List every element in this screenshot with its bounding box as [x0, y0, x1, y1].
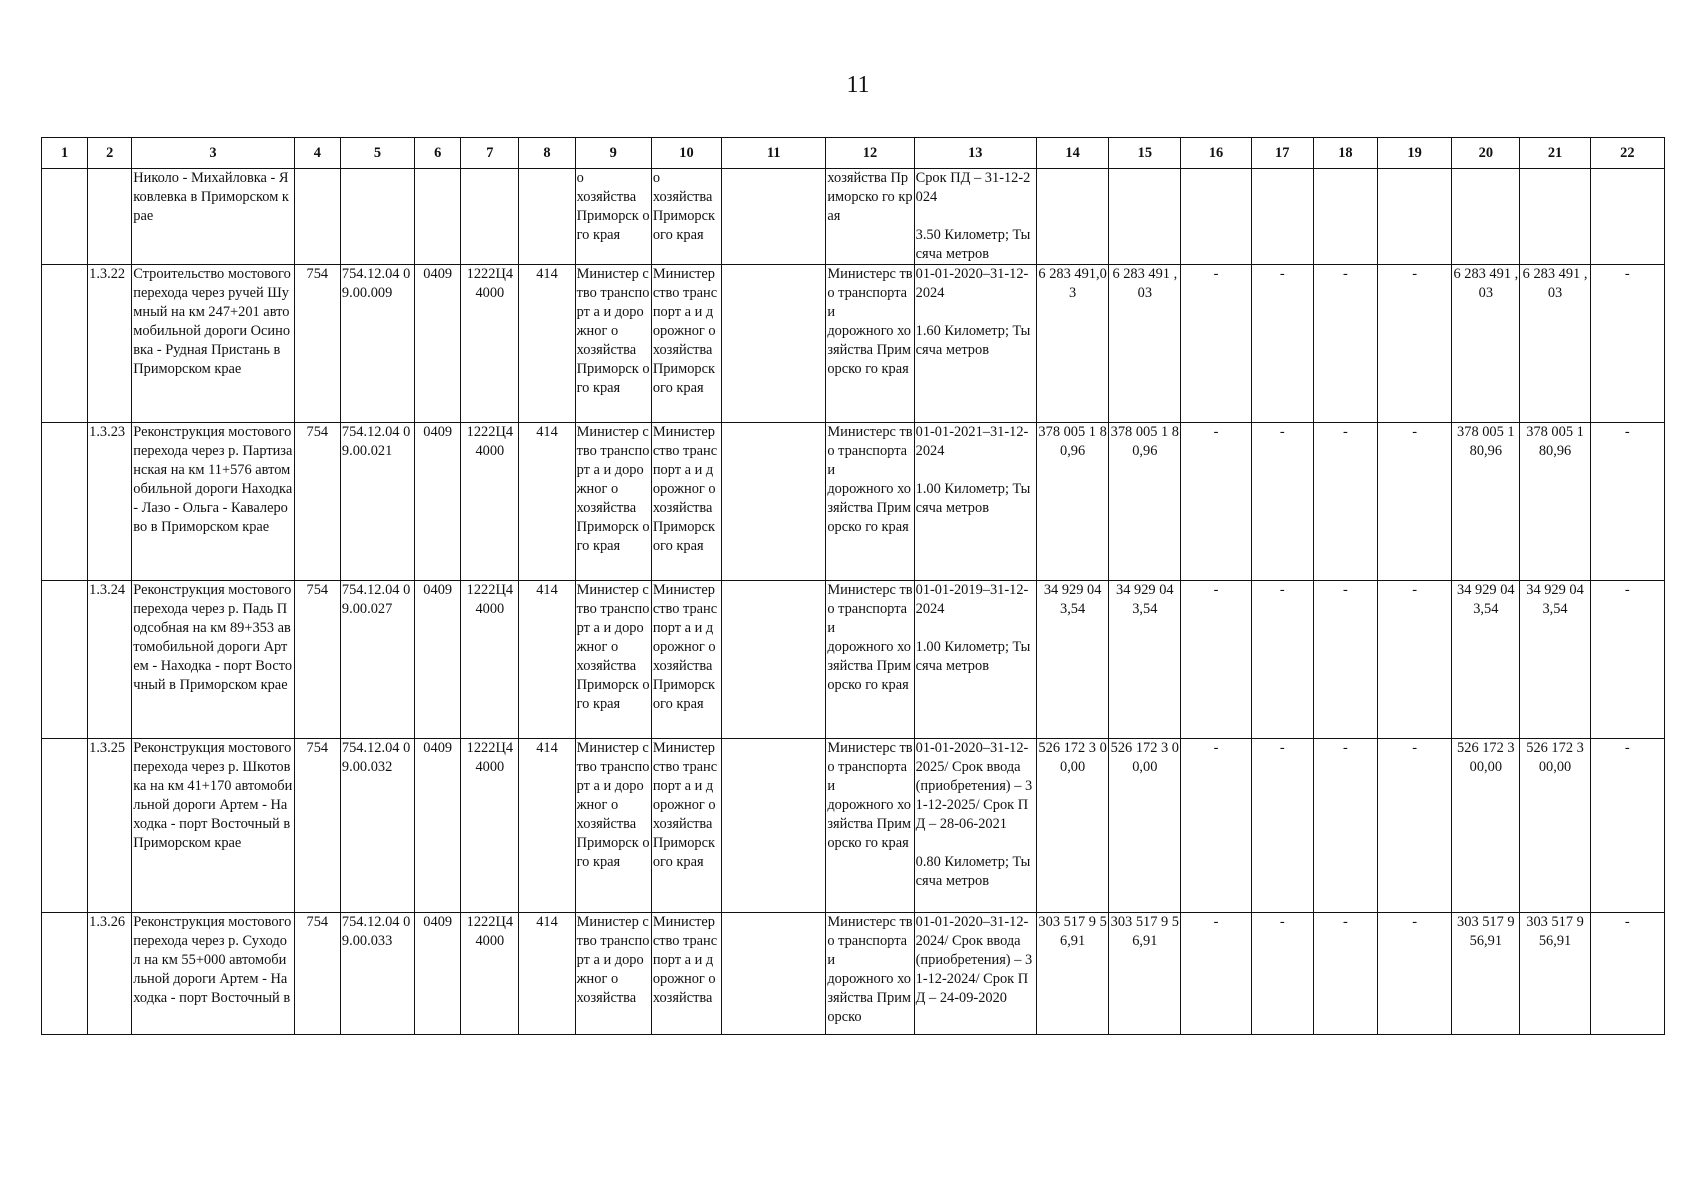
- cell-amount: 6 283 491 ,03: [1452, 265, 1520, 423]
- col-header: 21: [1520, 138, 1590, 169]
- col-header: 18: [1313, 138, 1377, 169]
- cell-ministry: Министерс тво транспорта и дорожного хозяйства Приморско го края: [826, 265, 914, 423]
- col-header: 1: [42, 138, 88, 169]
- cell-col7: 1222Ц4 4000: [461, 581, 519, 739]
- table-row: [42, 581, 1665, 739]
- cell-col1: [42, 581, 88, 739]
- cell-row-number: 1.3.22: [88, 265, 132, 423]
- cell-col4: 754: [294, 423, 340, 581]
- cell-amount: 6 283 491 ,03: [1109, 265, 1181, 423]
- cell-col6: 0409: [415, 423, 461, 581]
- cell-ministry: Министер ство транспорт а и дорожног о хозяйства: [575, 913, 651, 1035]
- cell-col11: [722, 739, 826, 913]
- cell-col22: -: [1590, 739, 1664, 913]
- cell-col18: -: [1313, 423, 1377, 581]
- cell-ministry: о хозяйства Приморск ого края: [651, 169, 721, 265]
- cell-object-name: Николо - Михайловка - Яковлевка в Приморском крае: [132, 169, 295, 265]
- cell-ministry: Министер ство транспорт а и дорожног о хозяйства: [651, 913, 721, 1035]
- cell-ministry: Министер ство транспорт а и дорожног о хозяйства Приморск ого края: [651, 739, 721, 913]
- cell-ministry: Министер ство транспорт а и дорожног о хозяйства Приморск ого края: [651, 265, 721, 423]
- cell-ministry: Министер ство транспорт а и дорожног о хозяйства Приморск ого края: [651, 423, 721, 581]
- cell-amount: 378 005 1 80,96: [1452, 423, 1520, 581]
- cell-col8: 414: [519, 265, 575, 423]
- col-header: 5: [340, 138, 414, 169]
- cell-col4: [294, 169, 340, 265]
- cell-col8: 414: [519, 423, 575, 581]
- cell-terms: 01-01-2020–31-12-2024 1.60 Километр; Тысяча метров: [914, 265, 1036, 423]
- cell-amount: 303 517 9 56,91: [1037, 913, 1109, 1035]
- col-header: 4: [294, 138, 340, 169]
- cell-code: [340, 169, 414, 265]
- cell-col16: -: [1181, 265, 1251, 423]
- col-header: 19: [1378, 138, 1452, 169]
- cell-ministry: Министерс тво транспорта и дорожного хозяйства Приморско го края: [826, 423, 914, 581]
- cell-code: 754.12.04 09.00.032: [340, 739, 414, 913]
- col-header: 20: [1452, 138, 1520, 169]
- cell-col8: 414: [519, 581, 575, 739]
- cell-col6: 0409: [415, 739, 461, 913]
- cell-amount: 303 517 9 56,91: [1452, 913, 1520, 1035]
- cell-col16: -: [1181, 581, 1251, 739]
- cell-amount: 303 517 9 56,91: [1520, 913, 1590, 1035]
- cell-col8: 414: [519, 913, 575, 1035]
- cell-col18: [1313, 169, 1377, 265]
- cell-code: 754.12.04 09.00.027: [340, 581, 414, 739]
- cell-row-number: 1.3.26: [88, 913, 132, 1035]
- cell-col4: 754: [294, 581, 340, 739]
- cell-code: 754.12.04 09.00.021: [340, 423, 414, 581]
- cell-code: 754.12.04 09.00.009: [340, 265, 414, 423]
- cell-ministry: Министерс тво транспорта и дорожного хозяйства Приморско: [826, 913, 914, 1035]
- cell-object-name: Реконструкция мостового перехода через р. Суходол на км 55+000 автомобильной дороги Артем - Находка - порт Восточный в: [132, 913, 295, 1035]
- cell-ministry: Министер ство транспорт а и дорожног о хозяйства Приморск ого края: [575, 423, 651, 581]
- col-header: 22: [1590, 138, 1664, 169]
- col-header: 3: [132, 138, 295, 169]
- cell-col17: -: [1251, 423, 1313, 581]
- cell-col19: -: [1378, 739, 1452, 913]
- cell-col22: -: [1590, 423, 1664, 581]
- cell-amount: 378 005 1 80,96: [1520, 423, 1590, 581]
- cell-amount: 378 005 1 80,96: [1109, 423, 1181, 581]
- cell-amount: 526 172 3 00,00: [1452, 739, 1520, 913]
- cell-amount: 34 929 04 3,54: [1037, 581, 1109, 739]
- cell-col4: 754: [294, 913, 340, 1035]
- cell-col1: [42, 913, 88, 1035]
- col-header: 6: [415, 138, 461, 169]
- cell-col19: -: [1378, 913, 1452, 1035]
- cell-terms: 01-01-2021–31-12-2024 1.00 Километр; Тысяча метров: [914, 423, 1036, 581]
- cell-col4: 754: [294, 739, 340, 913]
- cell-col18: -: [1313, 581, 1377, 739]
- cell-amount: 6 283 491,03: [1037, 265, 1109, 423]
- cell-col17: -: [1251, 913, 1313, 1035]
- cell-row-number: [88, 169, 132, 265]
- cell-col17: -: [1251, 265, 1313, 423]
- cell-amount: [1037, 169, 1109, 265]
- cell-ministry: Министер ство транспорт а и дорожног о хозяйства Приморск ого края: [651, 581, 721, 739]
- col-header: 2: [88, 138, 132, 169]
- col-header: 14: [1037, 138, 1109, 169]
- cell-amount: 378 005 1 80,96: [1037, 423, 1109, 581]
- cell-terms: Срок ПД – 31-12-2024 3.50 Километр; Тысяча метров: [914, 169, 1036, 265]
- col-header: 15: [1109, 138, 1181, 169]
- col-header: 16: [1181, 138, 1251, 169]
- cell-col11: [722, 265, 826, 423]
- cell-amount: 34 929 04 3,54: [1109, 581, 1181, 739]
- cell-col22: -: [1590, 265, 1664, 423]
- cell-col19: -: [1378, 581, 1452, 739]
- cell-terms: 01-01-2019–31-12-2024 1.00 Километр; Тысяча метров: [914, 581, 1036, 739]
- col-header: 10: [651, 138, 721, 169]
- cell-ministry: Министерс тво транспорта и дорожного хозяйства Приморско го края: [826, 739, 914, 913]
- cell-col16: -: [1181, 423, 1251, 581]
- cell-col1: [42, 169, 88, 265]
- cell-col17: -: [1251, 739, 1313, 913]
- cell-ministry: Министерс тво транспорта и дорожного хозяйства Приморско го края: [826, 581, 914, 739]
- cell-amount: 526 172 3 00,00: [1037, 739, 1109, 913]
- cell-amount: [1520, 169, 1590, 265]
- cell-col8: 414: [519, 739, 575, 913]
- cell-col7: 1222Ц4 4000: [461, 913, 519, 1035]
- cell-row-number: 1.3.25: [88, 739, 132, 913]
- cell-row-number: 1.3.24: [88, 581, 132, 739]
- cell-ministry: хозяйства Приморско го края: [826, 169, 914, 265]
- col-header: 11: [722, 138, 826, 169]
- table-header-row: [42, 138, 1665, 169]
- col-header: 8: [519, 138, 575, 169]
- cell-col11: [722, 423, 826, 581]
- cell-col16: [1181, 169, 1251, 265]
- cell-terms: 01-01-2020–31-12-2025/ Срок ввода (приобретения) – 31-12-2025/ Срок ПД – 28-06-2021 0.80 Километр; Тысяча метров: [914, 739, 1036, 913]
- cell-col18: -: [1313, 265, 1377, 423]
- cell-amount: 34 929 04 3,54: [1520, 581, 1590, 739]
- cell-amount: 303 517 9 56,91: [1109, 913, 1181, 1035]
- cell-col7: 1222Ц4 4000: [461, 423, 519, 581]
- page-number: 11: [846, 72, 870, 98]
- cell-col22: [1590, 169, 1664, 265]
- table-row: [42, 169, 1665, 265]
- cell-amount: [1452, 169, 1520, 265]
- cell-ministry: Министер ство транспорт а и дорожног о хозяйства Приморск ого края: [575, 739, 651, 913]
- cell-object-name: Реконструкция мостового перехода через р. Шкотовка на км 41+170 автомобильной дороги Артем - Находка - порт Восточный в Приморском крае: [132, 739, 295, 913]
- col-header: 9: [575, 138, 651, 169]
- cell-ministry: Министер ство транспорт а и дорожног о хозяйства Приморск ого края: [575, 265, 651, 423]
- cell-amount: 6 283 491 ,03: [1520, 265, 1590, 423]
- cell-col22: -: [1590, 913, 1664, 1035]
- col-header: 7: [461, 138, 519, 169]
- cell-terms: 01-01-2020–31-12-2024/ Срок ввода (приобретения) – 31-12-2024/ Срок ПД – 24-09-2020: [914, 913, 1036, 1035]
- col-header: 13: [914, 138, 1036, 169]
- cell-col16: -: [1181, 739, 1251, 913]
- cell-object-name: Реконструкция мостового перехода через р. Партизанская на км 11+576 автомобильной дороги Находка - Лазо - Ольга - Кавалерово в Приморском крае: [132, 423, 295, 581]
- cell-col7: 1222Ц4 4000: [461, 265, 519, 423]
- cell-amount: 526 172 3 00,00: [1109, 739, 1181, 913]
- table-row: [42, 913, 1665, 1035]
- cell-col6: [415, 169, 461, 265]
- cell-col1: [42, 265, 88, 423]
- cell-col18: -: [1313, 739, 1377, 913]
- cell-ministry: о хозяйства Приморск ого края: [575, 169, 651, 265]
- cell-object-name: Строительство мостового перехода через ручей Шумный на км 247+201 автомобильной дороги Осиновка - Рудная Пристань в Приморском крае: [132, 265, 295, 423]
- cell-amount: 34 929 04 3,54: [1452, 581, 1520, 739]
- cell-col18: -: [1313, 913, 1377, 1035]
- table-row: [42, 423, 1665, 581]
- cell-col19: -: [1378, 423, 1452, 581]
- cell-col4: 754: [294, 265, 340, 423]
- budget-table: [41, 137, 1665, 1035]
- cell-col11: [722, 913, 826, 1035]
- table-row: [42, 265, 1665, 423]
- cell-col1: [42, 739, 88, 913]
- cell-object-name: Реконструкция мостового перехода через р. Падь Подсобная на км 89+353 автомобильной дороги Артем - Находка - порт Восточный в Приморском крае: [132, 581, 295, 739]
- cell-ministry: Министер ство транспорт а и дорожног о хозяйства Приморск ого края: [575, 581, 651, 739]
- cell-col16: -: [1181, 913, 1251, 1035]
- cell-col17: -: [1251, 581, 1313, 739]
- col-header: 12: [826, 138, 914, 169]
- cell-col6: 0409: [415, 581, 461, 739]
- cell-amount: [1109, 169, 1181, 265]
- cell-col1: [42, 423, 88, 581]
- cell-col11: [722, 169, 826, 265]
- cell-col6: 0409: [415, 913, 461, 1035]
- col-header: 17: [1251, 138, 1313, 169]
- cell-col19: -: [1378, 265, 1452, 423]
- cell-amount: 526 172 3 00,00: [1520, 739, 1590, 913]
- cell-col7: 1222Ц4 4000: [461, 739, 519, 913]
- cell-col22: -: [1590, 581, 1664, 739]
- cell-code: 754.12.04 09.00.033: [340, 913, 414, 1035]
- cell-col19: [1378, 169, 1452, 265]
- cell-col11: [722, 581, 826, 739]
- table-row: [42, 739, 1665, 913]
- cell-col8: [519, 169, 575, 265]
- cell-col7: [461, 169, 519, 265]
- cell-col6: 0409: [415, 265, 461, 423]
- cell-row-number: 1.3.23: [88, 423, 132, 581]
- cell-col17: [1251, 169, 1313, 265]
